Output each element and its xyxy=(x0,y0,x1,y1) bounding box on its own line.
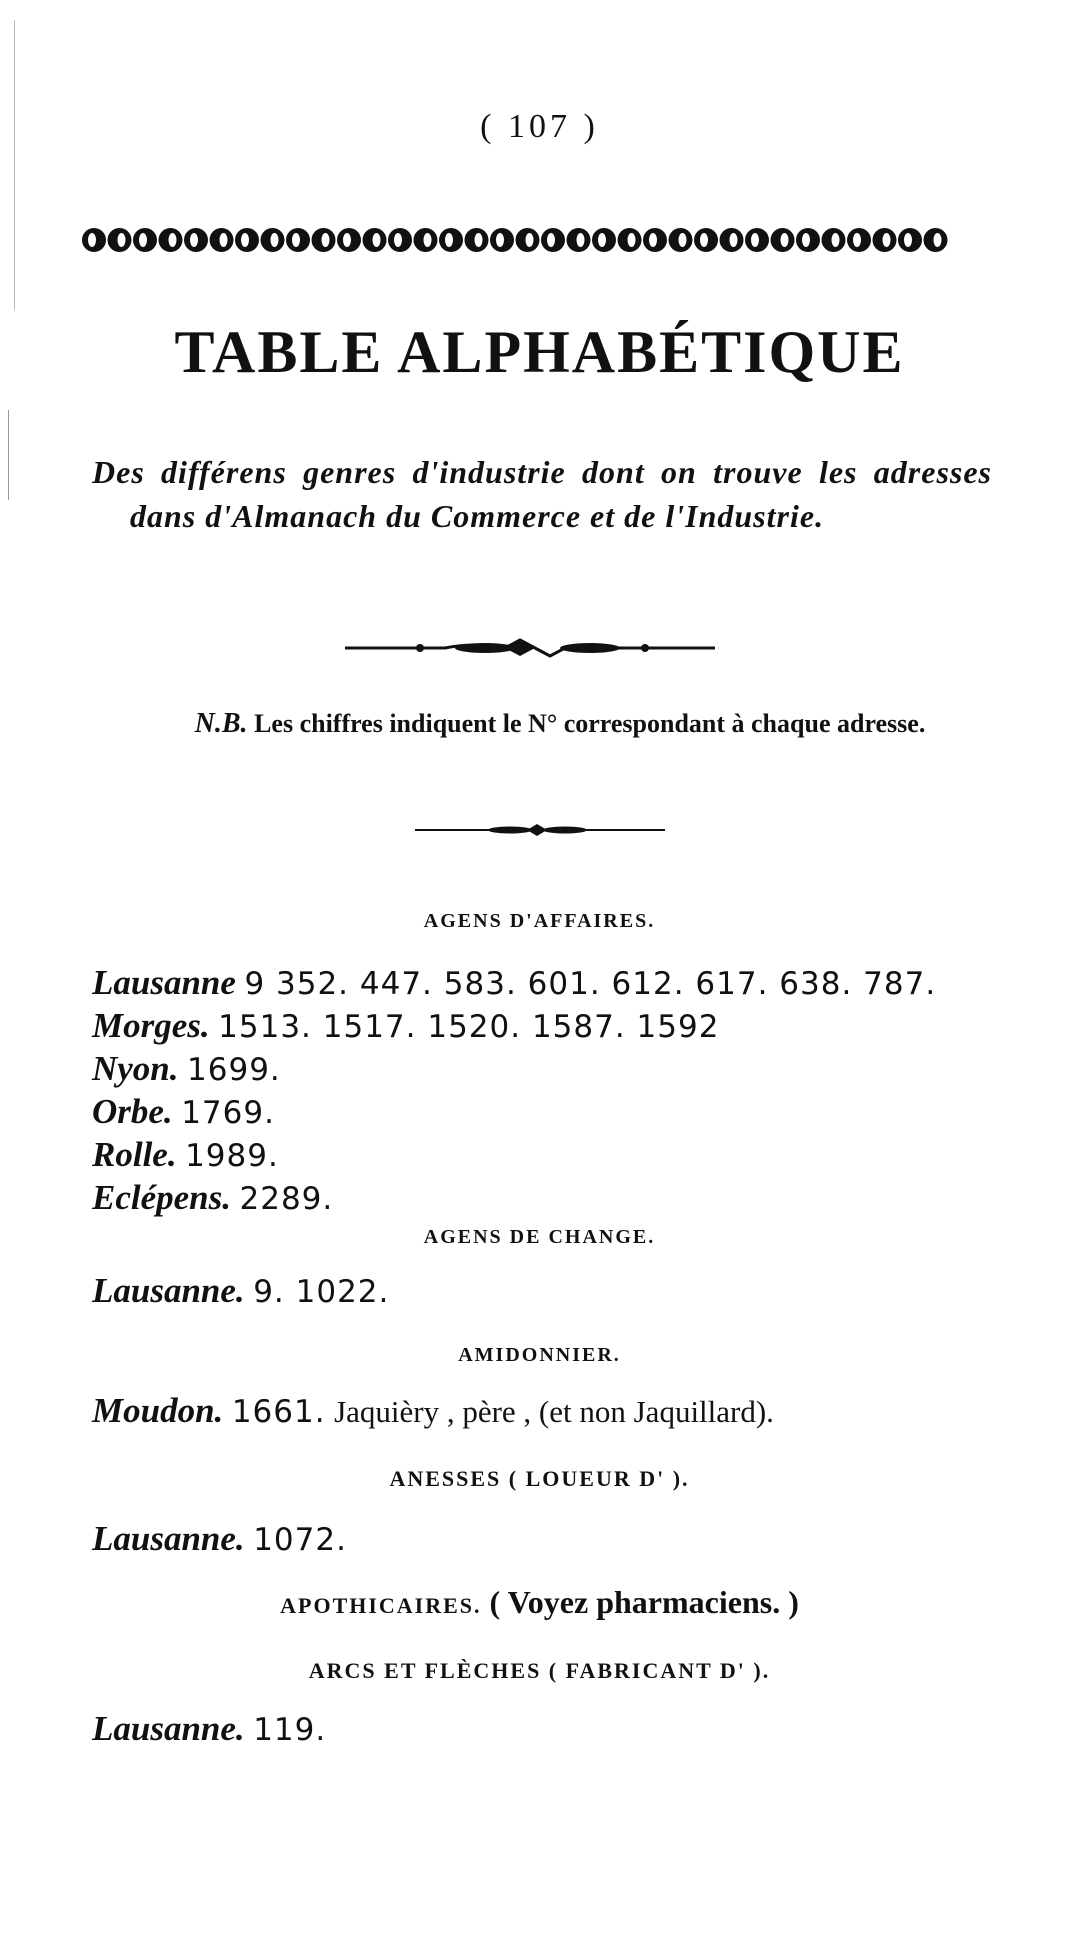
section-heading-apothicaires: APOTHICAIRES. xyxy=(280,1593,482,1618)
ornament-piece-inner xyxy=(700,233,708,247)
ornament-piece-inner xyxy=(445,233,453,247)
ornament-piece-inner xyxy=(190,233,198,247)
section-heading-anesses: ANESSES ( LOUEUR D' ). xyxy=(389,1466,690,1491)
ornament-piece-inner xyxy=(883,233,891,247)
ornament-piece-inner xyxy=(424,233,432,247)
ornament-piece-inner xyxy=(577,233,585,247)
entry-list-arcs-fleches xyxy=(92,1708,1042,1751)
cross-reference: ( Voyez pharmaciens. ) xyxy=(489,1584,799,1620)
ornament-piece-inner xyxy=(679,233,687,247)
entry-list-anesses xyxy=(92,1518,1042,1561)
page-title: TABLE ALPHABÉTIQUE xyxy=(174,319,905,385)
scan-edge-line xyxy=(14,20,15,310)
ornament-piece-inner xyxy=(139,233,147,247)
ornamental-border xyxy=(82,222,982,258)
page-subtitle: Des différens genres d'industrie dont on trouve les adresses dans d'Almanach du Commerce et de l'Industrie. xyxy=(92,454,992,534)
ornament-piece-inner xyxy=(904,233,912,247)
list-item: Lausanne 9 352. 447. 583. 601. 612. 617. 638. 787. xyxy=(92,963,937,1002)
list-item: Eclépens. 2289. xyxy=(92,1178,334,1217)
list-item: Orbe. 1769. xyxy=(92,1092,275,1131)
section-heading-agens-affaires: AGENS D'AFFAIRES. xyxy=(423,910,656,932)
ornament-piece-inner xyxy=(832,233,840,247)
list-item: Lausanne. 9. 1022. xyxy=(92,1271,390,1310)
nb-note xyxy=(150,706,970,742)
ornament-piece-inner xyxy=(730,233,738,247)
ornament-piece-inner xyxy=(547,233,555,247)
entry-list-agens-change xyxy=(92,1270,1042,1313)
section-heading-agens-change: AGENS DE CHANGE. xyxy=(423,1226,656,1248)
ornament-piece-inner xyxy=(781,233,789,247)
ornament-piece-inner xyxy=(88,233,96,247)
section-heading-amidonnier: AMIDONNIER. xyxy=(458,1344,621,1366)
ornament-piece-inner xyxy=(343,233,351,247)
ornament-piece-inner xyxy=(853,233,861,247)
page-number: ( 107 ) xyxy=(480,108,599,145)
ornament-piece-inner xyxy=(628,233,636,247)
list-item: Moudon. 1661. Jaquièry , père , (et non Jaquillard). xyxy=(92,1391,774,1430)
ornament-piece-inner xyxy=(802,233,810,247)
section-heading-arcs-fleches: ARCS ET FLÈCHES ( FABRICANT D' ). xyxy=(308,1658,771,1683)
list-item: Lausanne. 119. xyxy=(92,1709,327,1748)
ornament-piece-inner xyxy=(649,233,657,247)
nb-label: N.B. xyxy=(194,708,248,739)
list-item: Morges. 1513. 1517. 1520. 1587. 1592 xyxy=(92,1006,720,1045)
ornament-piece-inner xyxy=(169,233,177,247)
ornament-piece-inner xyxy=(598,233,606,247)
ornament-piece-inner xyxy=(526,233,534,247)
ornament-piece-inner xyxy=(475,233,483,247)
ornament-piece-inner xyxy=(292,233,300,247)
ornament-piece-inner xyxy=(220,233,228,247)
ornament-piece-inner xyxy=(934,233,942,247)
ornament-piece-inner xyxy=(751,233,759,247)
ornament-piece-inner xyxy=(322,233,330,247)
ornament-piece-inner xyxy=(496,233,504,247)
list-item: Lausanne. 1072. xyxy=(92,1519,347,1558)
decorative-rule xyxy=(415,822,665,838)
ornament-piece-inner xyxy=(394,233,402,247)
list-item: Nyon. 1699. xyxy=(92,1049,281,1088)
entry-list-agens-affaires xyxy=(92,962,1042,1220)
entry-list-amidonnier xyxy=(92,1390,1042,1433)
scan-edge-line xyxy=(8,410,9,500)
ornament-piece-inner xyxy=(118,233,126,247)
section-apothicaires xyxy=(0,1584,1079,1621)
ornament-piece-inner xyxy=(271,233,279,247)
list-item: Rolle. 1989. xyxy=(92,1135,279,1174)
ornament-piece-inner xyxy=(373,233,381,247)
ornament-piece-inner xyxy=(241,233,249,247)
decorative-rule xyxy=(345,636,715,660)
nb-text: Les chiffres indiquent le N° correspondant à chaque adresse. xyxy=(254,709,926,738)
